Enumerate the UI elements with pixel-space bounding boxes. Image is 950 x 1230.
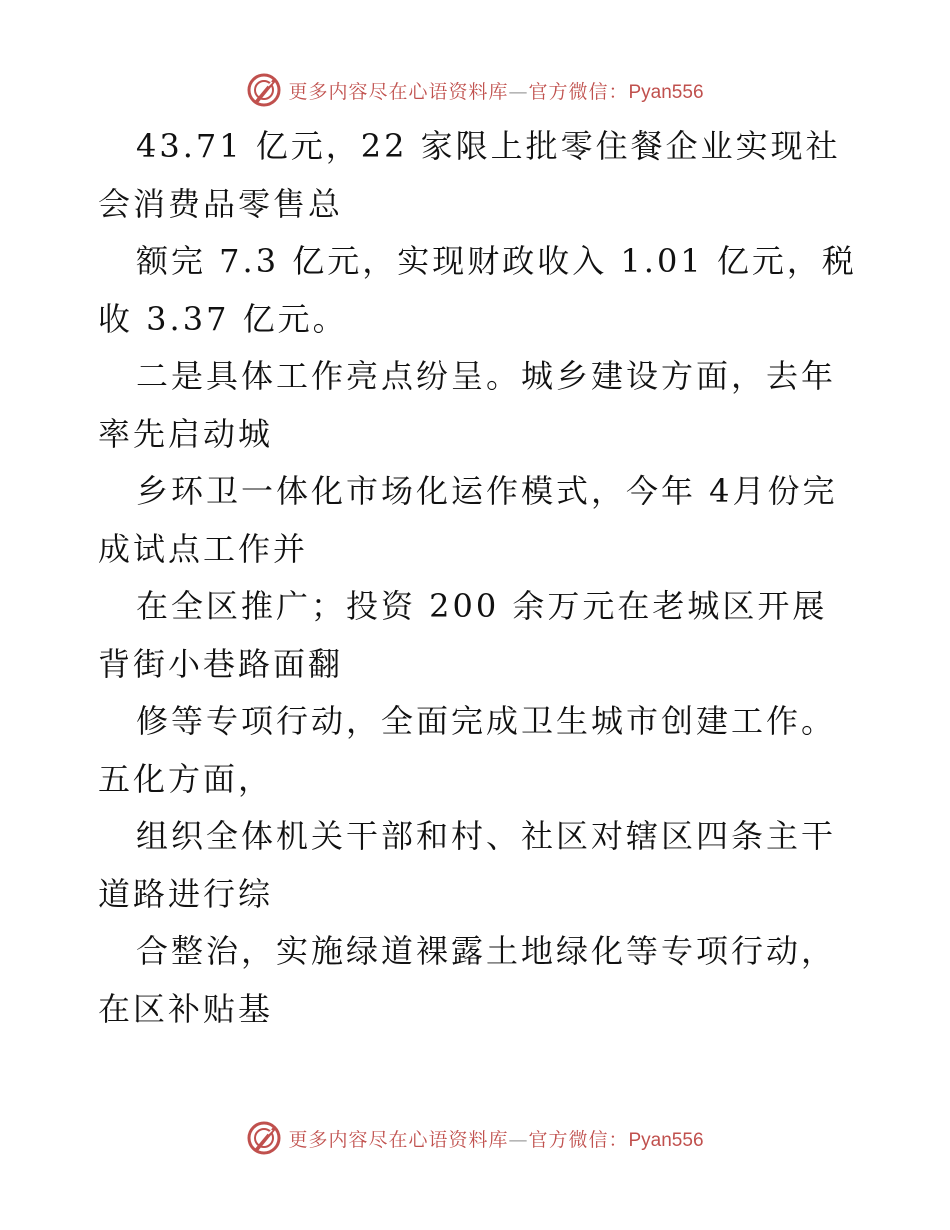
document-body <box>98 118 858 1038</box>
footer-banner-text: 更多内容尽在心语资料库—官方微信：Pyan556 <box>288 1128 704 1151</box>
paragraph-5: 在全区推广；投资 200 余万元在老城区开展背街小巷路面翻 <box>98 587 828 683</box>
paragraph-4: 乡环卫一体化市场化运作模式，今年 4月份完成试点工作并 <box>98 472 838 568</box>
paragraph-2: 额完 7.3 亿元，实现财政收入 1.01 亿元，税收 3.37 亿元。 <box>98 242 857 338</box>
header-banner-text: 更多内容尽在心语资料库—官方微信：Pyan556 <box>288 80 704 103</box>
header-banner-inner <box>246 72 703 108</box>
paragraph-1: 43.71 亿元，22 家限上批零住餐企业实现社会消费品零售总 <box>98 127 841 223</box>
paragraph-7: 组织全体机关干部和村、社区对辖区四条主干道路进行综 <box>98 817 837 913</box>
header-banner <box>0 70 950 110</box>
quill-logo-icon <box>246 72 282 108</box>
footer-banner <box>0 1118 950 1158</box>
paragraph-8: 合整治，实施绿道裸露土地绿化等专项行动，在区补贴基 <box>98 932 837 1028</box>
paragraph-6: 修等专项行动，全面完成卫生城市创建工作。五化方面， <box>98 702 837 798</box>
footer-banner-inner <box>246 1120 703 1156</box>
paragraph-3: 二是具体工作亮点纷呈。城乡建设方面，去年率先启动城 <box>98 357 837 453</box>
quill-logo-icon <box>246 1120 282 1156</box>
